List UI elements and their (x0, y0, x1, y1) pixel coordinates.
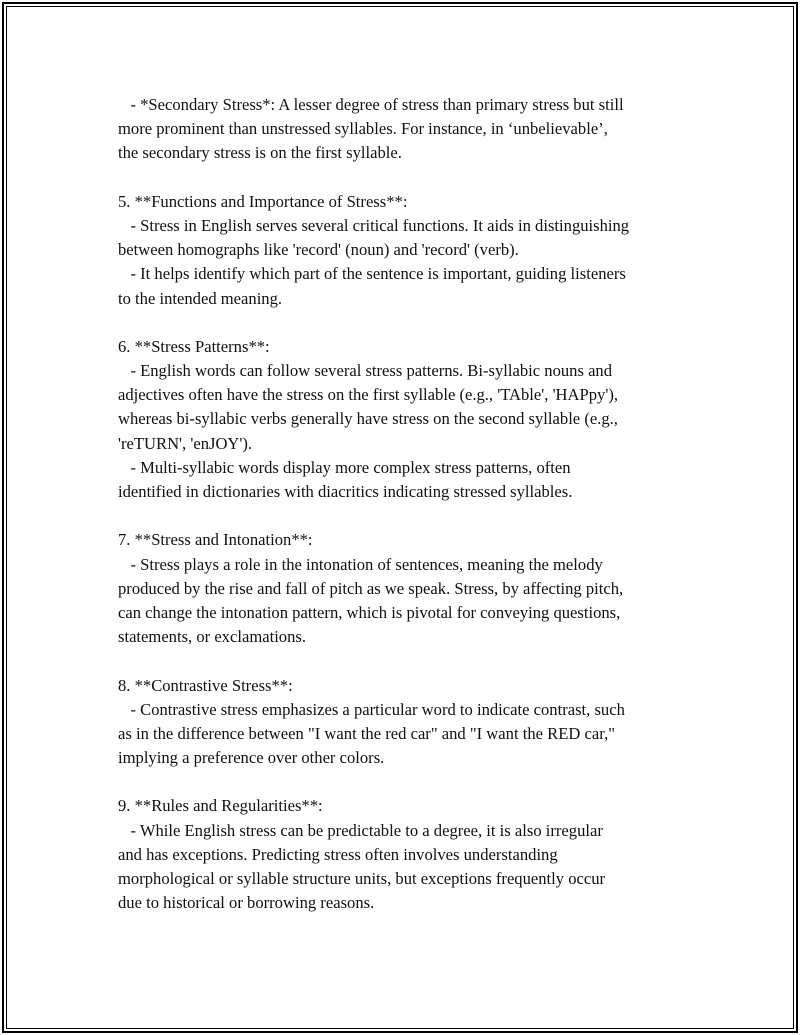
text-line: and has exceptions. Predicting stress often involves understanding (118, 844, 558, 864)
text-line: statements, or exclamations. (118, 627, 307, 647)
paragraph-spacer (118, 311, 690, 335)
section-contrastive-stress (118, 674, 690, 771)
text-line: to the intended meaning. (118, 288, 283, 308)
section-functions-importance (118, 190, 690, 311)
section-heading: 7. **Stress and Intonation**: (118, 530, 313, 550)
text-line: - While English stress can be predictable to a degree, it is also irregular (118, 820, 603, 840)
text-line: adjectives often have the stress on the first syllable (e.g., 'TAble', 'HAPpy'), (118, 385, 619, 405)
section-rules-regularities (118, 794, 690, 915)
paragraph-spacer (118, 649, 690, 673)
text-line: implying a preference over other colors. (118, 748, 385, 768)
document-body (118, 93, 690, 915)
text-line: can change the intonation pattern, which is pivotal for conveying questions, (118, 602, 621, 622)
paragraph-secondary-stress (118, 93, 690, 166)
section-stress-patterns (118, 335, 690, 504)
section-heading: 8. **Contrastive Stress**: (118, 675, 293, 695)
text-line: - Contrastive stress emphasizes a particular word to indicate contrast, such (118, 699, 625, 719)
text-line: due to historical or borrowing reasons. (118, 893, 375, 913)
text-line: morphological or syllable structure units, but exceptions frequently occur (118, 869, 606, 888)
section-heading: 5. **Functions and Importance of Stress**: (118, 191, 408, 211)
text-line: produced by the rise and fall of pitch as we speak. Stress, by affecting pitch, (118, 578, 624, 598)
text-line: whereas bi-syllabic verbs generally have stress on the second syllable (e.g., (118, 409, 618, 429)
text-line: between homographs like 'record' (noun) and 'record' (verb). (118, 240, 519, 260)
text-line: - It helps identify which part of the sentence is important, guiding listeners (118, 264, 626, 284)
section-stress-intonation (118, 528, 690, 649)
text-line: as in the difference between "I want the red car" and "I want the RED car," (118, 723, 615, 743)
text-line: 'reTURN', 'enJOY'). (118, 433, 253, 453)
paragraph-spacer (118, 166, 690, 190)
text-line: more prominent than unstressed syllables. For instance, in ‘unbelievable’, (118, 119, 608, 139)
text-line: - Stress in English serves several critical functions. It aids in distinguishing (118, 215, 630, 235)
text-line: the secondary stress is on the first syllable. (118, 143, 402, 163)
text-line: - *Secondary Stress*: A lesser degree of stress than primary stress but still (118, 95, 624, 114)
paragraph-spacer (118, 504, 690, 528)
section-heading: 6. **Stress Patterns**: (118, 336, 270, 356)
text-line: identified in dictionaries with diacritics indicating stressed syllables. (118, 482, 573, 501)
text-line: - Multi-syllabic words display more complex stress patterns, often (118, 457, 571, 477)
text-line: - English words can follow several stress patterns. Bi-syllabic nouns and (118, 361, 613, 381)
section-heading: 9. **Rules and Regularities**: (118, 796, 323, 816)
paragraph-spacer (118, 770, 690, 794)
text-line: - Stress plays a role in the intonation of sentences, meaning the melody (118, 554, 603, 574)
